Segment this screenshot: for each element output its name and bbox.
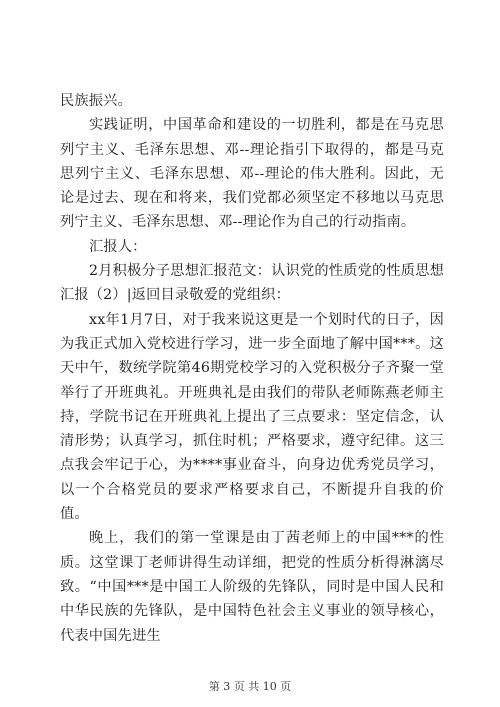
paragraph-reporter: 汇报人： bbox=[89, 238, 147, 255]
document-body bbox=[60, 89, 444, 648]
page-footer: 第 3 页 共 10 页 bbox=[208, 680, 292, 693]
paragraph-evening-class: 晚上，我们的第一堂课是由丁茜老师上的中国***的性质。这堂课丁老师讲得生动详细，把党的性质分析得淋漓尽致。“中国***是中国工人阶级的先锋队，同时是中国人民和中华民族的先锋队，是中国特色社会主义事业的领导核心，代表中国先进生 bbox=[60, 530, 444, 644]
paragraph-continuation: 民族振兴。 bbox=[60, 93, 132, 109]
paragraph-party-school: xx年1月7日，对于我来说这更是一个划时代的日子，因为我正式加入党校进行学习，进一步全面地了解中国***。这天中午，数统学院第46期党校学习的入党积极分子齐聚一堂举行了开班典礼。开班典礼是由我们的带队老师陈燕老师主持，学院书记在开班典礼上提出了三点要求：坚定信念，认清形势；认真学习，抓住时机；严格要求，遵守纪律。这三点我会牢记于心，为****事业奋斗，向身边优秀党员学习，以一个合格党员的要求严格要求自己，不断提升自我的价值。 bbox=[60, 311, 444, 523]
paragraph-section-heading: 2月积极分子思想汇报范文：认识党的性质党的性质思想汇报（2）|返回目录敬爱的党组织： bbox=[60, 263, 444, 304]
paragraph-practice-proof: 实践证明，中国革命和建设的一切胜利，都是在马克思列宁主义、毛泽东思想、邓--理论指引下取得的，都是马克思列宁主义、毛泽东思想、邓--理论的伟大胜利。因此，无论是过去、现在和将来，我们党都必须坚定不移地以马克思列宁主义、毛泽东思想、邓--理论作为自己的行动指南。 bbox=[60, 117, 444, 231]
